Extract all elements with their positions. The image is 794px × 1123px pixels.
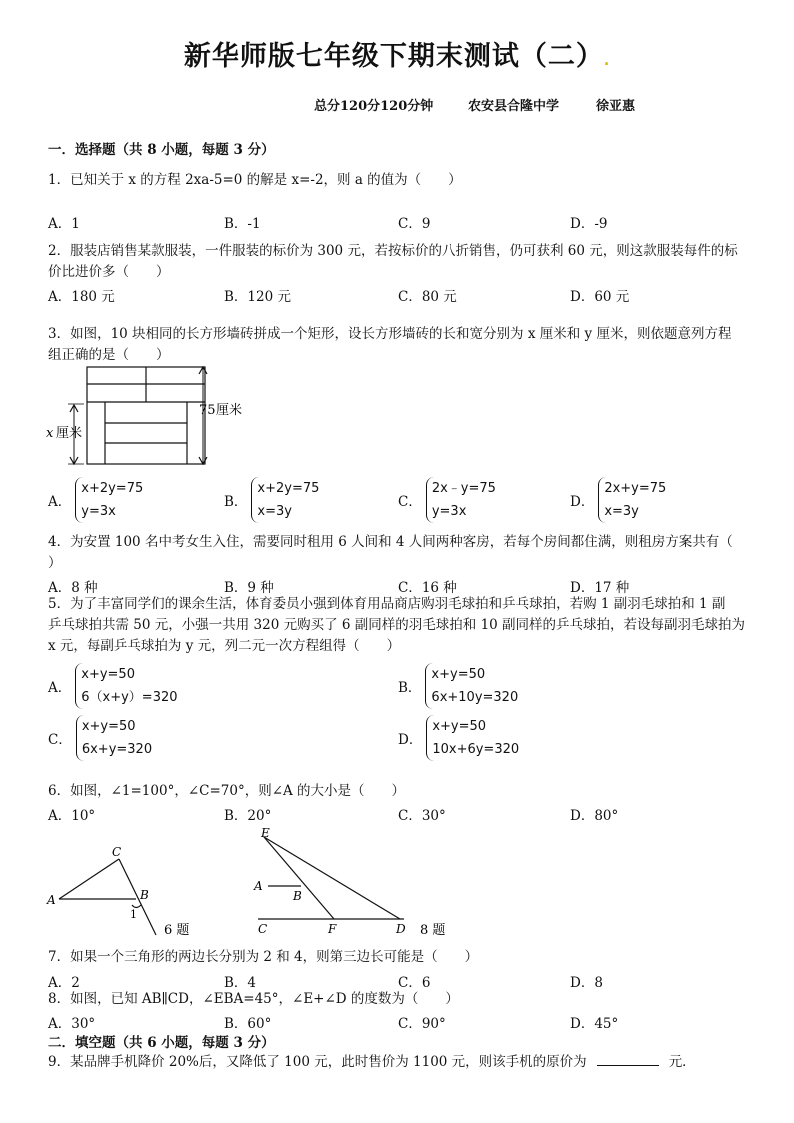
- q1-option-b[interactable]: B．-1: [224, 216, 261, 232]
- fig8-caption: 8 题: [420, 923, 446, 938]
- q5-option-d[interactable]: D． x+y=50 10x+6y=320: [398, 715, 519, 761]
- q4-option-b[interactable]: B．9 种: [224, 580, 274, 596]
- fig3-label-x: x: [46, 426, 54, 441]
- q4-option-a[interactable]: A．8 种: [48, 580, 98, 596]
- q6-text: 6．如图，∠1=100°，∠C=70°，则∠A 的大小是（ ）: [48, 783, 406, 799]
- q1-option-a[interactable]: A．1: [48, 216, 80, 232]
- meta-total: 总分120分120分钟: [314, 99, 434, 114]
- q5-line3: x 元，每副乒乓球拍为 y 元，列二元一次方程组得（ ）: [48, 638, 401, 654]
- fig3-label-75: 75: [199, 403, 216, 418]
- q8-option-d[interactable]: D．45°: [570, 1016, 619, 1032]
- q3-line2: 组正确的是（ ）: [48, 347, 170, 363]
- fig8-label-a: A: [254, 879, 263, 893]
- fig6-label-1: 1: [130, 908, 137, 921]
- q9-text: [48, 1052, 696, 1073]
- q3-line1: 3．如图，10 块相同的长方形墙砖拼成一个矩形，设长方形墙砖的长和宽分别为 x 厘米和 y 厘米，则依题意列方程: [48, 326, 732, 342]
- q2-line1: 2．服装店销售某款服装，一件服装的标价为 300 元，若按标价的八折销售，仍可获利 60 元，则这款服装每件的标: [48, 243, 738, 259]
- fig6-label-c: C: [112, 845, 122, 859]
- fig8-label-b: B: [293, 889, 302, 903]
- fig3-label-cm-left: 厘米: [56, 426, 83, 441]
- q6-option-a[interactable]: A．10°: [48, 808, 96, 824]
- section2-heading: 二．填空题（共 6 小题，每题 3 分）: [48, 1035, 275, 1051]
- q9-answer-blank[interactable]: [597, 1065, 659, 1066]
- q4-line2: ）: [48, 555, 62, 571]
- q4-option-c[interactable]: C．16 种: [398, 580, 457, 596]
- q7-option-d[interactable]: D．8: [570, 975, 603, 991]
- title-dot: .: [603, 53, 611, 69]
- q8-parallel-figure: [248, 826, 458, 942]
- q2-option-c[interactable]: C．80 元: [398, 289, 457, 305]
- q3-option-c[interactable]: C． 2x﹣y=75 y=3x: [398, 477, 496, 523]
- q6-option-d[interactable]: D．80°: [570, 808, 619, 824]
- fig3-label-cm-right: 厘米: [216, 403, 243, 418]
- q3-option-b[interactable]: B． x+2y=75 x=3y: [224, 477, 319, 523]
- fig8-label-c: C: [258, 922, 268, 936]
- q7-text: 7．如果一个三角形的两边长分别为 2 和 4，则第三边长可能是（ ）: [48, 949, 479, 965]
- q2-option-b[interactable]: B．120 元: [224, 289, 291, 305]
- fig8-label-f: F: [328, 922, 337, 936]
- q5-line1: 5．为了丰富同学们的课余生活，体育委员小强到体育用品商店购羽毛球拍和乒乓球拍，若购 1 副羽毛球拍和 1 副: [48, 596, 726, 612]
- page-title: 新华师版七年级下期末测试（二）.: [183, 41, 611, 72]
- meta-school: 农安县合隆中学: [468, 99, 560, 114]
- q5-option-a[interactable]: A． x+y=50 6（x+y）=320: [48, 663, 178, 709]
- q5-option-c[interactable]: C． x+y=50 6x+y=320: [48, 715, 152, 761]
- q1-text: 1．已知关于 x 的方程 2xa-5=0 的解是 x=-2，则 a 的值为（ ）: [48, 172, 462, 188]
- fig6-label-b: B: [140, 888, 149, 902]
- q1-option-d[interactable]: D．-9: [570, 216, 608, 232]
- q4-line1: 4．为安置 100 名中考女生入住，需要同时租用 6 人间和 4 人间两种客房，若每个房间都住满，则租房方案共有（: [48, 534, 733, 550]
- fig8-label-d: D: [396, 922, 406, 936]
- q2-option-d[interactable]: D．60 元: [570, 289, 630, 305]
- meta-author: 徐亚惠: [596, 99, 636, 114]
- q8-text: 8．如图，已知 AB∥CD，∠EBA=45°，∠E+∠D 的度数为（ ）: [48, 991, 459, 1007]
- q6-option-c[interactable]: C．30°: [398, 808, 446, 824]
- q3-option-d[interactable]: D． 2x+y=75 x=3y: [570, 477, 666, 523]
- q8-option-c[interactable]: C．90°: [398, 1016, 446, 1032]
- q2-option-a[interactable]: A．180 元: [48, 289, 115, 305]
- fig6-caption: 6 题: [164, 923, 190, 938]
- q4-option-d[interactable]: D．17 种: [570, 580, 630, 596]
- q7-option-c[interactable]: C．6: [398, 975, 431, 991]
- q7-option-a[interactable]: A．2: [48, 975, 80, 991]
- q8-option-b[interactable]: B．60°: [224, 1016, 272, 1032]
- q9-text-after: 元．: [668, 1054, 696, 1070]
- section1-heading: 一．选择题（共 8 小题，每题 3 分）: [48, 142, 275, 158]
- q7-option-b[interactable]: B．4: [224, 975, 257, 991]
- q3-brick-figure: [44, 362, 254, 472]
- q8-option-a[interactable]: A．30°: [48, 1016, 96, 1032]
- q5-line2: 乒乓球拍共需 50 元，小强一共用 320 元购买了 6 副同样的羽毛球拍和 10 副同样的乒乓球拍，若设每副羽毛球拍为: [48, 617, 746, 633]
- q2-line2: 价比进价多（ ）: [48, 264, 170, 280]
- fig8-label-e: E: [261, 826, 270, 840]
- q9-text-before: 9．某品牌手机降价 20%后，又降低了 100 元，此时售价为 1100 元，则该手机的原价为: [48, 1054, 587, 1070]
- q3-option-a[interactable]: A． x+2y=75 y=3x: [48, 477, 143, 523]
- q6-option-b[interactable]: B．20°: [224, 808, 272, 824]
- q6-triangle-figure: [44, 842, 204, 942]
- q5-option-b[interactable]: B． x+y=50 6x+10y=320: [398, 663, 518, 709]
- fig6-label-a: A: [47, 893, 56, 907]
- q1-option-c[interactable]: C．9: [398, 216, 431, 232]
